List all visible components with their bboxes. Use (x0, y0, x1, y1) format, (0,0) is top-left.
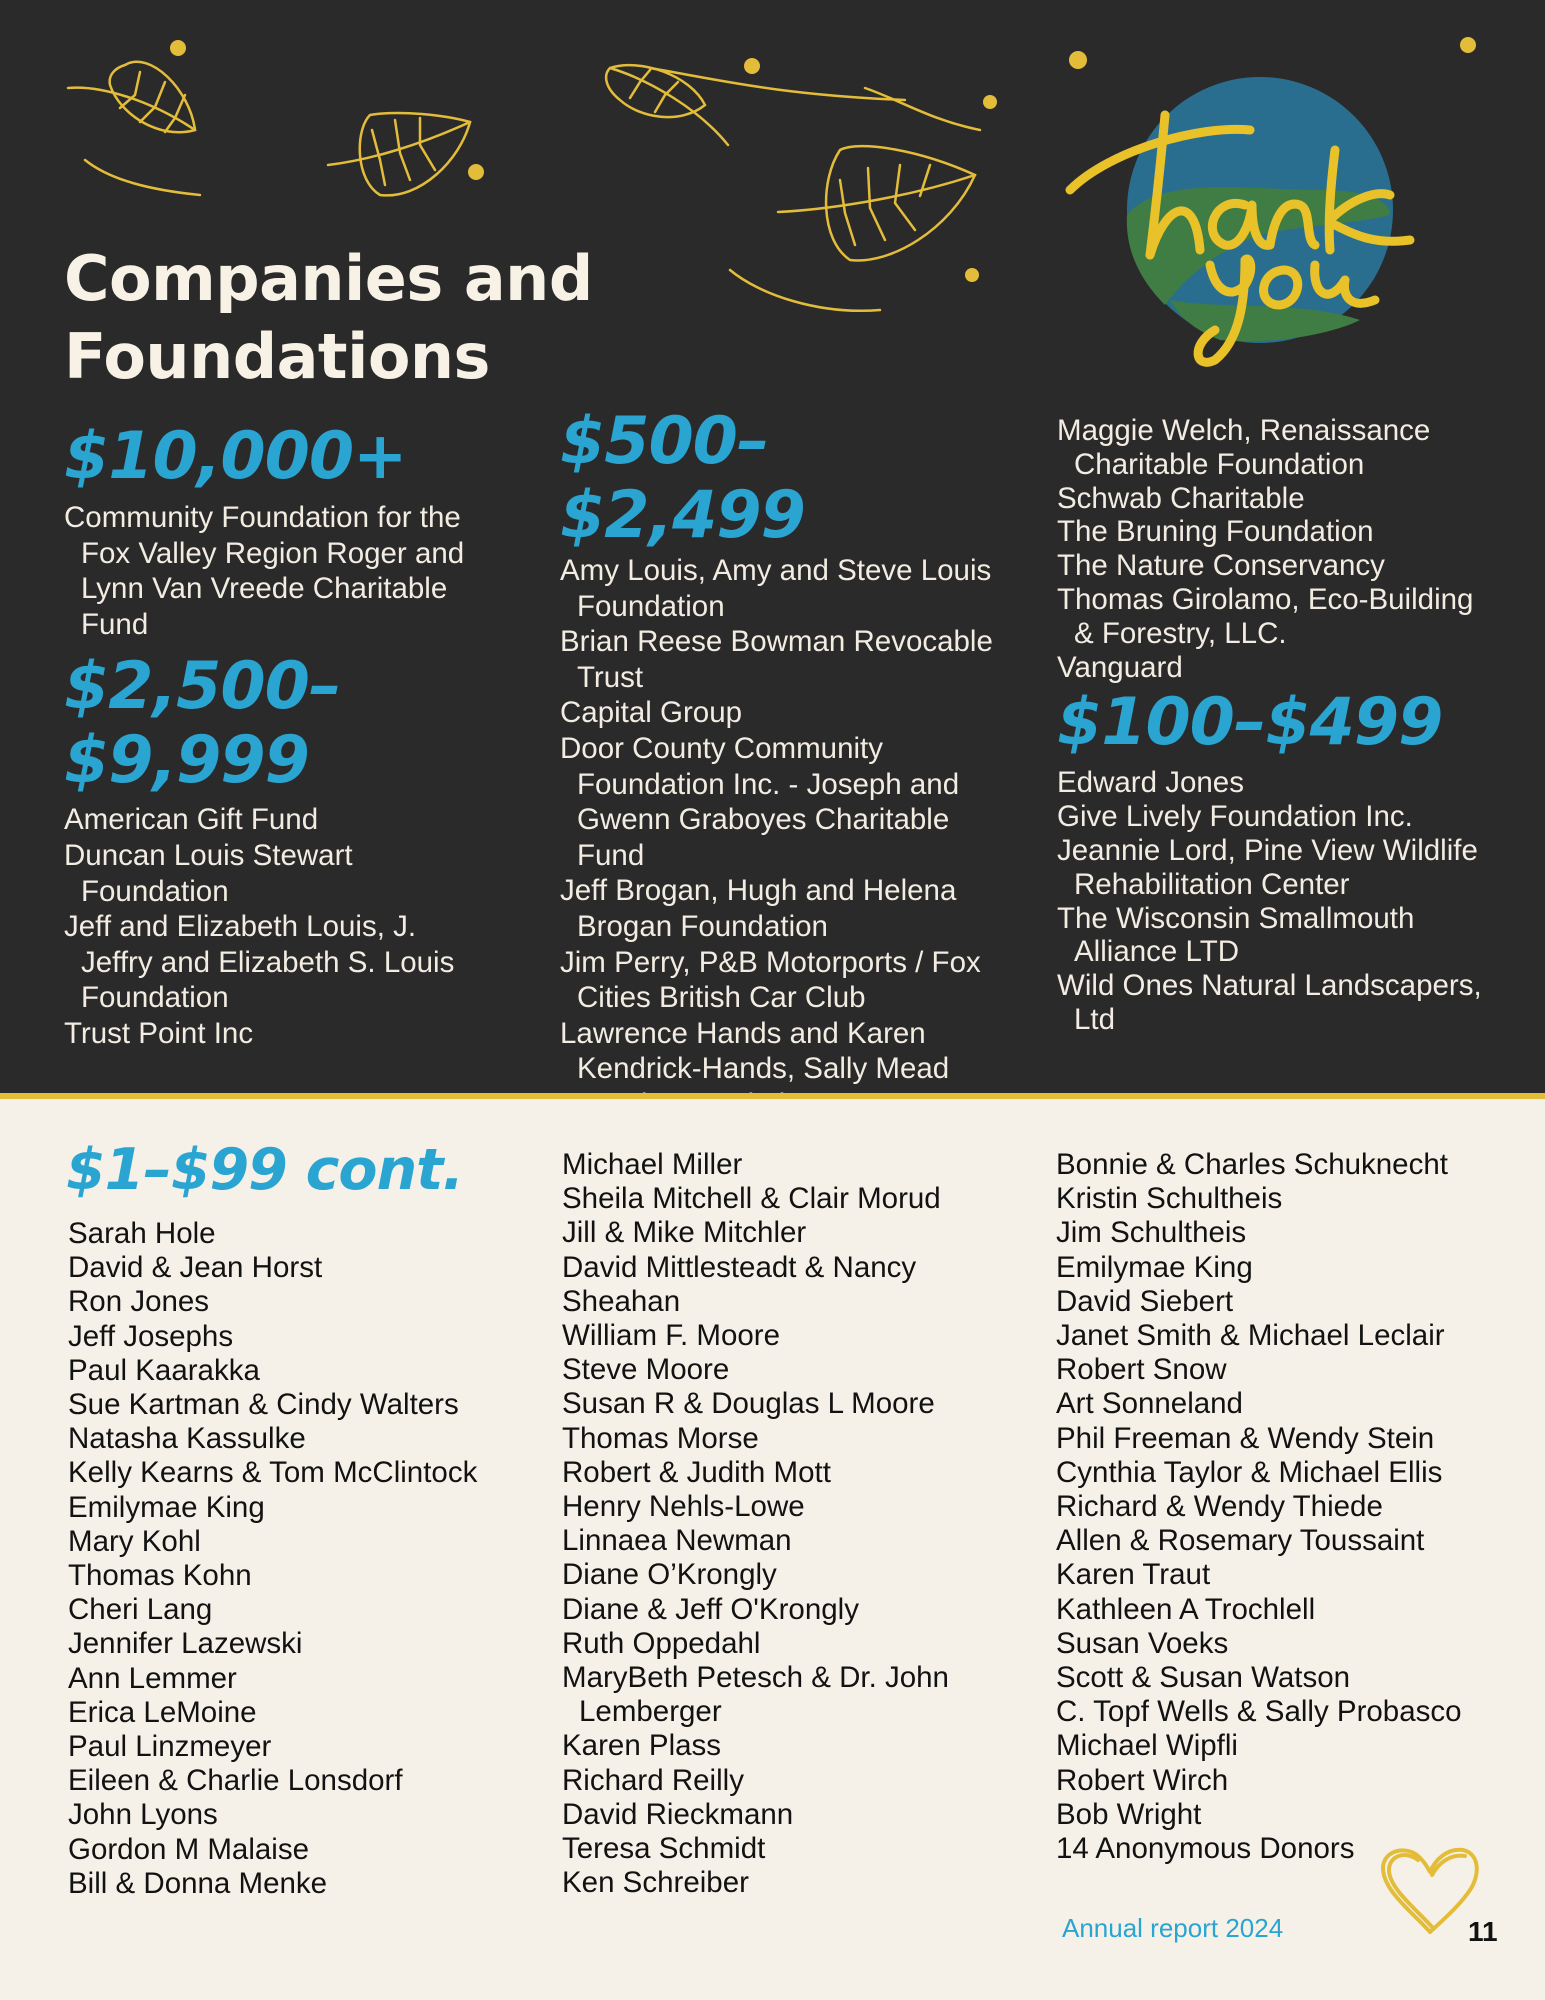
donor-name: Henry Nehls-Lowe (562, 1490, 805, 1524)
donor-name: Karen Plass (562, 1729, 722, 1763)
donor-name: David Mittlesteadt & Nancy (562, 1250, 917, 1284)
donor-entry: Amy Louis, Amy and Steve Louis Foundation (560, 554, 992, 623)
donor-name: Michael Wipfli (1056, 1729, 1238, 1763)
donor-column-3 (1057, 414, 1497, 1037)
dot-decoration (983, 95, 997, 109)
donor-name: Cynthia Taylor & Michael Ellis (1056, 1455, 1443, 1489)
donor-entry: Duncan Louis Stewart Foundation (64, 838, 353, 908)
donor-name: Ken Schreiber (562, 1866, 749, 1900)
donor-name: Ruth Oppedahl (562, 1626, 761, 1660)
donor-name: Phil Freeman & Wendy Stein (1056, 1421, 1435, 1455)
donor-name: Sheila Mitchell & Clair Morud (562, 1182, 941, 1216)
donor-name: Cheri Lang (68, 1593, 213, 1627)
individual-donor-column-2 (562, 1148, 1002, 1900)
donor-entry: Jeff and Elizabeth Louis, J. Jeffry and Elizabeth S. Louis Foundation (64, 910, 455, 1015)
donor-name: Ann Lemmer (68, 1661, 237, 1695)
donor-name: Bob Wright (1056, 1797, 1202, 1831)
donor-name: Karen Traut (1056, 1558, 1211, 1592)
dot-decoration (1069, 51, 1087, 69)
tier-heading-1-99-cont: $1–$99 cont. (66, 1137, 464, 1203)
tier-heading-2500-9999: $2,500–$9,999 (64, 649, 341, 799)
donor-name: David & Jean Horst (68, 1251, 323, 1285)
donor-name: Jill & Mike Mitchler (562, 1216, 807, 1250)
donor-name: Robert & Judith Mott (562, 1455, 831, 1489)
donor-name: Allen & Rosemary Toussaint (1056, 1524, 1425, 1558)
donor-name: Jeff Josephs (68, 1319, 234, 1353)
donor-name: Ron Jones (68, 1285, 210, 1319)
donor-name: Emilymae King (68, 1490, 265, 1524)
donor-name: Paul Linzmeyer (68, 1730, 272, 1764)
dot-decoration (170, 40, 186, 56)
page-number: 11 (1468, 1916, 1498, 1947)
donor-entry: Capital Group (560, 696, 743, 730)
donor-name: Thomas Kohn (68, 1559, 252, 1593)
tier-heading-100-499: $100–$499 (1057, 685, 1443, 761)
donor-name: Richard Reilly (562, 1763, 744, 1797)
donor-name: Sheahan (562, 1284, 681, 1318)
donor-name: Natasha Kassulke (68, 1422, 306, 1456)
donor-name: Susan R & Douglas L Moore (562, 1387, 935, 1421)
donor-column-2 (560, 405, 1000, 1123)
leaf-icon (328, 113, 470, 195)
donor-name: Linnaea Newman (562, 1524, 792, 1558)
dot-decoration (468, 164, 484, 180)
donor-name: Richard & Wendy Thiede (1056, 1490, 1383, 1524)
donor-name: C. Topf Wells & Sally Probasco (1056, 1695, 1462, 1729)
thank-you-logo (1070, 77, 1410, 362)
tier-heading-500-2499: $500–$2,499 (560, 404, 805, 553)
donor-entry: Door County Community Foundation Inc. - Joseph and Gwenn Graboyes Charitable Fund (560, 731, 960, 872)
donor-name: David Rieckmann (562, 1797, 794, 1831)
donor-name: Sue Kartman & Cindy Walters (68, 1388, 459, 1422)
donor-entry: American Gift Fund (64, 803, 319, 837)
donor-entry: Jim Perry, P&B Motorports / Fox Cities British Car Club (560, 945, 981, 1015)
donor-entry: Jeannie Lord, Pine View Wildlife Rehabilitation Center (1057, 833, 1478, 901)
donor-name: Michael Miller (562, 1148, 743, 1181)
donor-name: Eileen & Charlie Lonsdorf (68, 1764, 403, 1798)
donor-name: Paul Kaarakka (68, 1353, 260, 1387)
donor-name: Kelly Kearns & Tom McClintock (68, 1456, 478, 1490)
donor-name: Mary Kohl (68, 1524, 201, 1558)
donor-entry: Jeff Brogan, Hugh and Helena Brogan Foundation (560, 874, 957, 943)
donor-entry: Thomas Girolamo, Eco-Building & Forestry, LLC. (1057, 582, 1474, 650)
leaf-icon (606, 65, 728, 145)
donor-name: MaryBeth Petesch & Dr. John Lemberger (562, 1661, 949, 1729)
donor-entry: Schwab Charitable (1057, 481, 1305, 515)
donor-name: Jim Schultheis (1056, 1216, 1247, 1250)
donor-entry: Community Foundation for the Fox Valley Region Roger and Lynn Van Vreede Charitable Fund (64, 501, 465, 641)
donor-name: Art Sonneland (1056, 1387, 1243, 1421)
donor-name: Steve Moore (562, 1353, 730, 1387)
donor-name: John Lyons (68, 1798, 218, 1832)
donor-entry: Brian Reese Bowman Revocable Trust (560, 625, 993, 694)
donor-name: 14 Anonymous Donors (1056, 1832, 1355, 1866)
donor-entry: Lawrence Hands and Karen Kendrick-Hands, Sally Mead (560, 1016, 950, 1086)
dot-decoration (965, 268, 979, 282)
donor-name: Diane & Jeff O'Krongly (562, 1592, 859, 1626)
donor-entry: Give Lively Foundation Inc. (1057, 800, 1413, 834)
donor-name: Bill & Donna Menke (68, 1866, 328, 1900)
donor-entry: Wild Ones Natural Landscapers, Ltd (1057, 969, 1482, 1036)
individual-donor-column-1 (68, 1217, 528, 1901)
leaf-icon (68, 62, 195, 132)
donor-entry: Edward Jones (1057, 766, 1244, 800)
donor-name: Robert Snow (1056, 1353, 1227, 1387)
tier-heading-10000-plus: $10,000+ (64, 419, 407, 494)
donor-entry: Trust Point Inc (64, 1016, 254, 1050)
donor-name: Sarah Hole (68, 1217, 216, 1250)
donor-name: Kristin Schultheis (1056, 1182, 1283, 1216)
dot-decoration (1460, 37, 1476, 53)
title-line-1: Companies and (64, 242, 593, 315)
donor-entry: Vanguard (1057, 650, 1183, 684)
donor-entry: The Bruning Foundation (1057, 515, 1374, 549)
donor-name: William F. Moore (562, 1319, 780, 1353)
donor-entry: Maggie Welch, Renaissance Charitable Foundation (1057, 414, 1431, 481)
donor-name: Erica LeMoine (68, 1695, 257, 1729)
donor-name: Susan Voeks (1056, 1626, 1229, 1660)
page-title (64, 240, 593, 396)
donor-name: Kathleen A Trochlell (1056, 1592, 1316, 1626)
donor-name: Teresa Schmidt (562, 1832, 766, 1866)
donor-name: Scott & Susan Watson (1056, 1661, 1351, 1695)
donor-column-1 (64, 420, 494, 1052)
donor-name: Thomas Morse (562, 1421, 759, 1455)
donor-name: Janet Smith & Michael Leclair (1056, 1319, 1445, 1353)
donor-name: Diane O’Krongly (562, 1558, 777, 1592)
donor-name: Gordon M Malaise (68, 1832, 310, 1866)
donor-entry: The Nature Conservancy (1057, 549, 1385, 583)
title-line-2: Foundations (64, 320, 490, 393)
leaf-icon (778, 146, 975, 260)
donor-name: Jennifer Lazewski (68, 1627, 303, 1661)
donor-name: Bonnie & Charles Schuknecht (1056, 1148, 1448, 1181)
donor-name: David Siebert (1056, 1284, 1234, 1318)
footer-label: Annual report 2024 (1062, 1913, 1284, 1943)
donor-name: Robert Wirch (1056, 1763, 1229, 1797)
individual-donor-column-3 (1056, 1148, 1526, 1866)
donor-name: Emilymae King (1056, 1250, 1253, 1284)
donor-entry: The Wisconsin Smallmouth Alliance LTD (1057, 901, 1415, 969)
dot-decoration (744, 58, 760, 74)
